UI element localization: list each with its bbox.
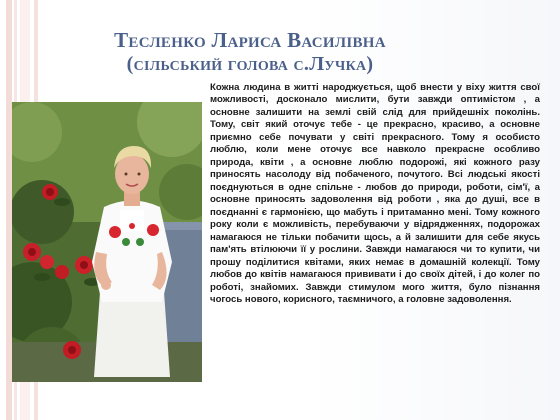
biography-text: Кожна людина в житті народжується, щоб внести у віху життя свої можливості, досконало мислити, бути завжди оптимістом , а основне залишити на землі свій слід для прийдешніх поколінь. Тому, світ який оточує тебе - це прекрасно, красиво, а основне приємно себе почувати у світі прекрасного. Тому я особисто люблю, коли мене оточує все навколо прекрасне особливо природа, квіти , а основне люблю подорожі, які кожного разу приносять насолоду від побаченого, почутого. Всі людські якості поєднуються в одне спільне - любов до природи, роботи, сім'ї, а основне приносять задоволення від роботи , яка до душі, все в поєднанні є гармонією, що мабуть і притаманно мені. Тому кожного року коли є можливість, перебуваючи у відрядженнях, подорожах намагаюся не тільки побачити щось, а й залишити для себе якусь пам'ять втілюючи її у рослини. Завжди намагаюся чи то купити, чи прошу поділитися квітами, яких немає в домашній колекції. Тому любов до квітів намагаюся прививати і до своїх дітей, і до колег по роботі, знайомих. Завжди стимулом мого життя, було пізнання чогось нового, корисного, таємничого, а головне задоволення.: [210, 82, 540, 305]
title-role: (сільський голова с.Лучка): [126, 52, 374, 75]
portrait-photo-illustration: [12, 102, 202, 382]
slide-title: [60, 28, 440, 76]
portrait-photo: [12, 102, 202, 382]
title-name: Тесленко Лариса Василівна: [114, 28, 386, 52]
